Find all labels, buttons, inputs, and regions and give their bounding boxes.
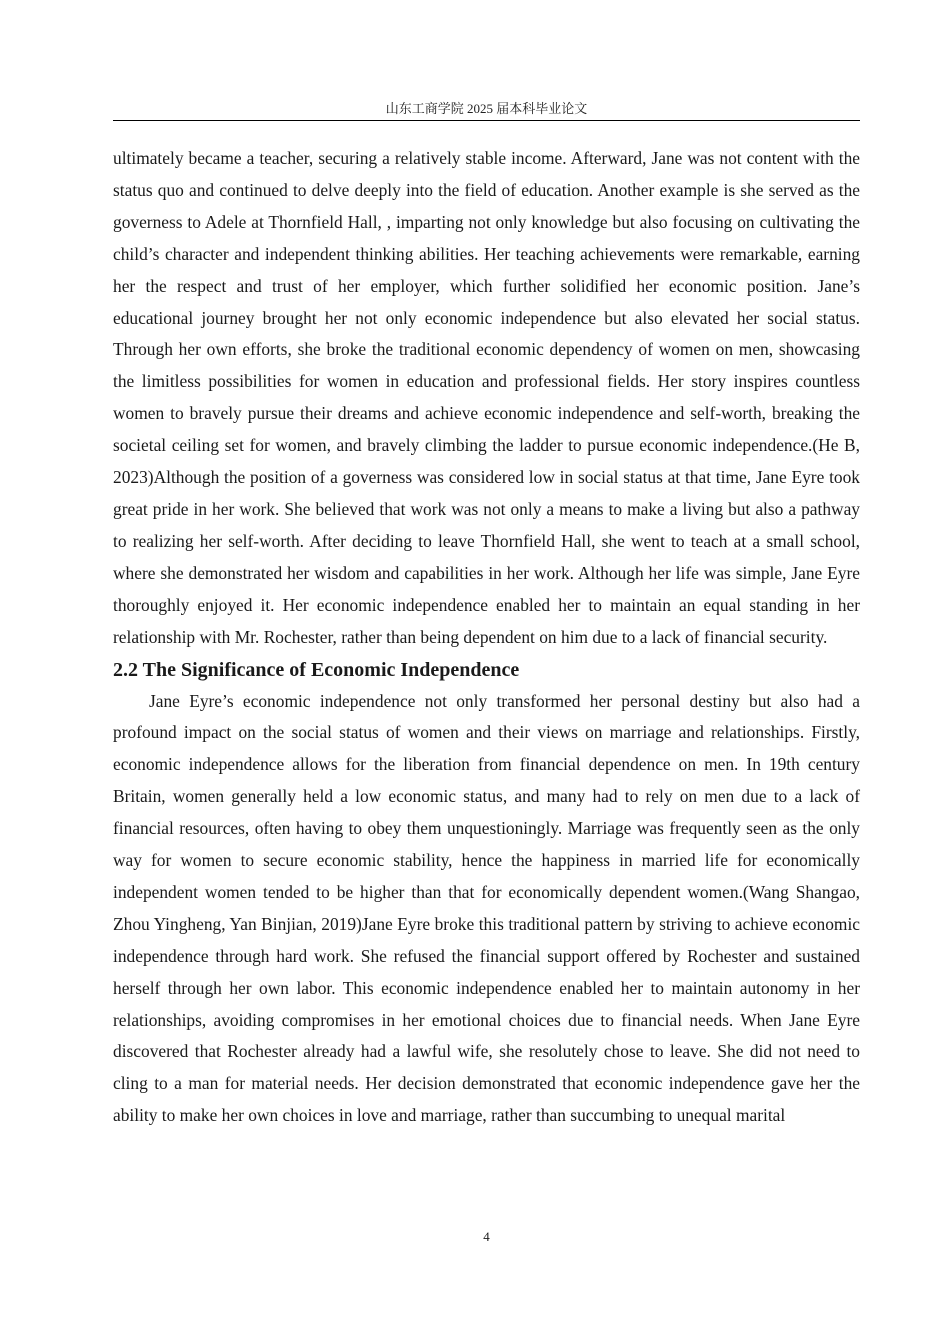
header-rule xyxy=(113,120,860,121)
body-paragraph: Jane Eyre’s economic independence not only transformed her personal destiny but also had a profound impact on the social status of women and their views on marriage and relationships. Firstly, economic independence allows for the liberation from financial dependence on men. In 19th century Britain, women generally held a low economic status, and many had to rely on men due to a lack of financial resources, often having to obey them unquestioningly. Marriage was frequently seen as the only way for women to secure economic stability, hence the happiness in married life for economically independent women tended to be higher than that for economically dependent women.(Wang Shangao, Zhou Yingheng, Yan Binjian, 2019)Jane Eyre broke this traditional pattern by striving to achieve economic independence through hard work. She refused the financial support offered by Rochester and sustained herself through her own labor. This economic independence enabled her to maintain autonomy in her relationships, avoiding compromises in her emotional choices due to financial needs. When Jane Eyre discovered that Rochester already had a lawful wife, she resolutely chose to leave. She did not need to cling to a man for material needs. Her decision demonstrated that economic independence gave her the ability to make her own choices in love and marriage, rather than succumbing to unequal marital xyxy=(113,690,860,1126)
page-number: 4 xyxy=(483,1229,490,1244)
body-paragraph-continued: ultimately became a teacher, securing a relatively stable income. Afterward, Jane was not content with the status quo and continued to delve deeply into the field of education. Another example is she served as the governess to Adele at Thornfield Hall, , imparting not only knowledge but also focusing on cultivating the child’s character and independent thinking abilities. Her teaching achievements were remarkable, earning her the respect and trust of her employer, which further solidified her economic position. Jane’s educational journey brought her not only economic independence but also elevated her social status. Through her own efforts, she broke the traditional economic dependency of women on men, showcasing the limitless possibilities for women in education and professional fields. Her story inspires countless women to bravely pursue their dreams and achieve economic independence and self-worth, breaking the societal ceiling set for women, and bravely climbing the ladder to pursue economic independence.(He B, 2023)Although the position of a governess was considered low in social status at that time, Jane Eyre took great pride in her work. She believed that work was not only a means to make a living but also a pathway to realizing her self-worth. After deciding to leave Thornfield Hall, she went to teach at a small school, where she demonstrated her wisdom and capabilities in her work. Although her life was simple, Jane Eyre thoroughly enjoyed it. Her economic independence enabled her to maintain an equal standing in her relationship with Mr. Rochester, rather than being dependent on him due to a lack of financial security. xyxy=(113,148,860,647)
section-heading: 2.2 The Significance of Economic Independence xyxy=(113,658,520,681)
running-header: 山东工商学院 2025 届本科毕业论文 xyxy=(385,101,588,116)
main-text xyxy=(113,143,860,1132)
